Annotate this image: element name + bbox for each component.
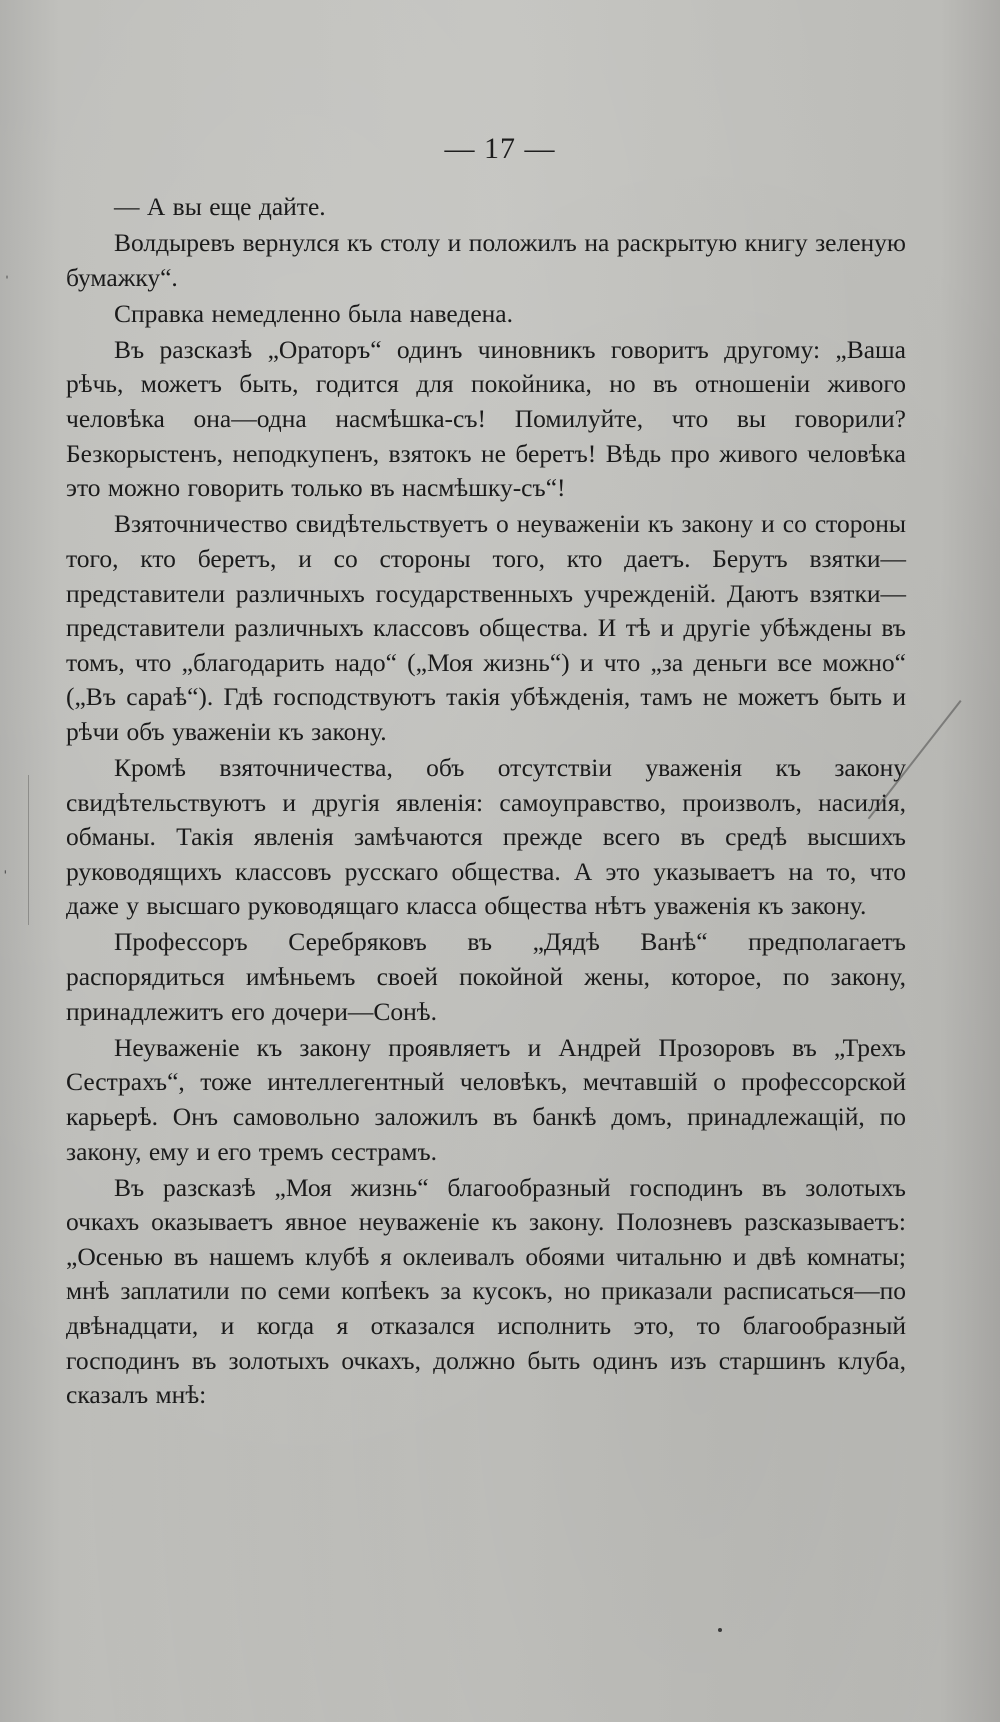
ink-dot — [718, 1628, 722, 1632]
paragraph-2: Волдыревъ вернулся къ столу и положилъ на раскрытую книгу зеленую бумажку“. — [66, 228, 906, 292]
paragraph-1: — А вы еще дайте. — [114, 192, 326, 221]
paragraph-4: Въ разсказѣ „Ораторъ“ одинъ чиновникъ говоритъ другому: „Ваша рѣчь, можетъ быть, годится для покойника, но въ отношеніи живого человѣка она—одна насмѣшка-съ! Помилуйте, что вы говорили? Безкорыстенъ, неподкупенъ, взятокъ не беретъ! Вѣдь про живого человѣка это можно говорить только въ насмѣшку-съ“! — [66, 334, 906, 503]
paragraph-8: Неуваженіе къ закону проявляетъ и Андрей Прозоровъ въ „Трехъ Сестрахъ“, тоже интеллегентный человѣкъ, мечтавшій о профессорской карьерѣ. Онъ самовольно заложилъ въ банкѣ домъ, принадлежащій, по закону, ему и его тремъ сестрамъ. — [66, 1032, 906, 1166]
margin-pencil-line — [28, 775, 39, 925]
paragraph-7: Профессоръ Серебряковъ въ „Дядѣ Ванѣ“ предполагаетъ распорядиться имѣньемъ своей покойной жены, которое, по закону, принадлежитъ его дочери—Сонѣ. — [66, 927, 906, 1026]
paragraph-3: Справка немедленно была наведена. — [114, 298, 513, 328]
margin-comma-mark: ˌ — [2, 852, 9, 874]
paragraph-5: Взяточничество свидѣтельствуетъ о неуваженіи къ закону и со стороны того, кто беретъ, и со стороны того, кто даетъ. Берутъ взятки—представители различныхъ государственныхъ учрежденій. Даютъ взятки—представители различныхъ классовъ общества. И тѣ и другіе убѣждены въ томъ, что „благодарить надо“ („Моя жизнь“) и что „за деньги все можно“ („Въ сараѣ“). Гдѣ господствуютъ такія убѣжденія, тамъ не можетъ быть и рѣчи объ уваженіи къ закону. — [66, 509, 906, 746]
body-text — [66, 190, 906, 1414]
paragraph-6: Кромѣ взяточничества, объ отсутствіи уваженія къ закону свидѣтельствуютъ и другія явленія: самоуправство, произволъ, насилія, обманы. Такія явленія замѣчаются прежде всего въ средѣ высшихъ руководящихъ классовъ русскаго общества. А это указываетъ на то, что даже у высшаго руководящаго класса общества нѣтъ уваженія къ закону. — [66, 753, 906, 921]
margin-tick-mark: ˈ — [4, 272, 10, 292]
page-number: — 17 — — [444, 132, 556, 165]
paragraph-9: Въ разсказѣ „Моя жизнь“ благообразный господинъ въ золотыхъ очкахъ оказываетъ явное неуваженіе къ закону. Полозневъ разсказываетъ: „Осенью въ нашемъ клубѣ я оклеивалъ обоями читальню и двѣ комнаты; мнѣ заплатили по семи копѣекъ за кусокъ, но приказали расписаться—по двѣнадцати, и когда я отказался исполнить это, то благообразный господинъ въ золотыхъ очкахъ, должно быть одинъ изъ старшинъ клуба, сказалъ мнѣ: — [66, 1172, 906, 1410]
